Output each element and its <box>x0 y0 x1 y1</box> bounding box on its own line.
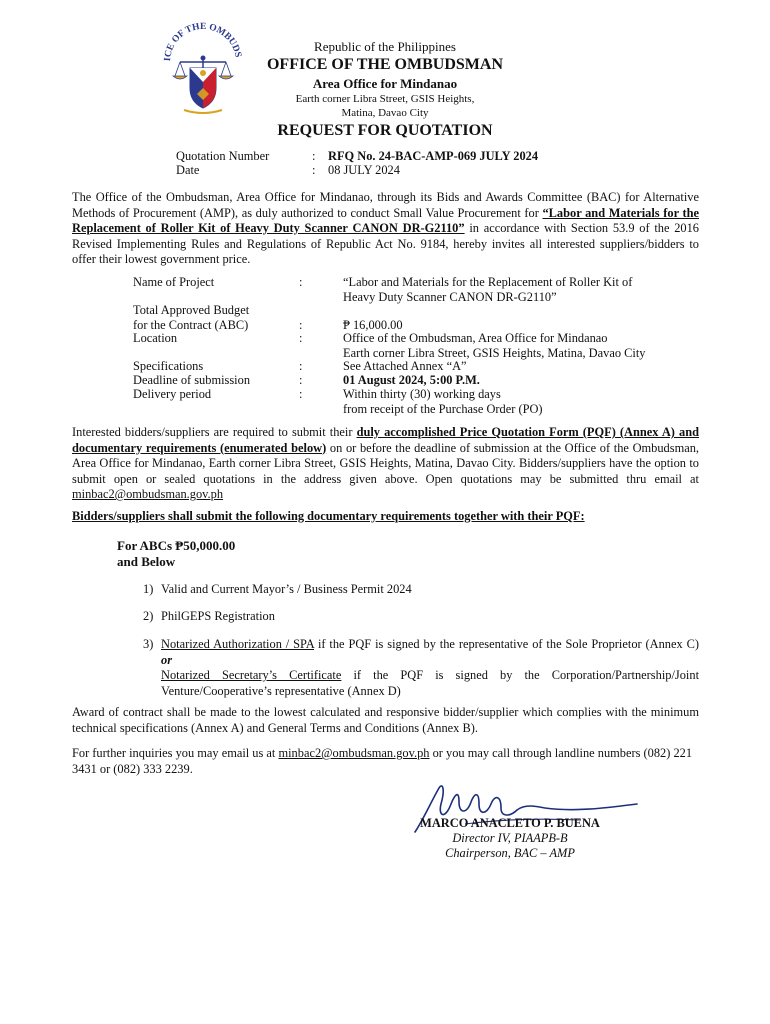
address-line-1: Earth corner Libra Street, GSIS Heights, <box>295 93 475 105</box>
requirement-text: Valid and Current Mayor’s / Business Permit 2024 <box>161 582 412 596</box>
signatory-name: MARCO ANACLETO P. BUENA <box>420 816 600 830</box>
detail-row-budget <box>133 303 703 333</box>
submission-emphasis: duly accomplished Price Quotation Form (PQF) (Annex A) and documentary requirements (enumerated below) <box>72 425 699 455</box>
submission-text: Interested bidders/suppliers are required to submit their <box>72 425 357 439</box>
abc-threshold <box>117 538 235 570</box>
detail-row-project <box>133 275 703 305</box>
email-link[interactable]: minbac2@ombudsman.gov.ph <box>72 487 224 501</box>
colon: : <box>312 149 316 163</box>
inquiry-text: For further inquiries you may email us at <box>72 746 279 760</box>
secretary-certificate: Notarized Secretary’s Certificate <box>161 668 342 682</box>
requirement-number: 1) <box>143 582 154 596</box>
address-line-2: Matina, Davao City <box>341 107 429 119</box>
requirement-number: 3) <box>143 637 154 651</box>
inquiry-email-link[interactable]: minbac2@ombudsman.gov.ph <box>278 746 430 760</box>
requirement-item <box>143 609 699 625</box>
abc-threshold-line-2: and Below <box>117 554 176 569</box>
requirement-item <box>143 637 699 697</box>
colon: : <box>299 359 303 373</box>
office-name: OFFICE OF THE OMBUDSMAN <box>266 56 503 73</box>
seal-logo <box>162 18 244 118</box>
detail-row-deadline <box>133 373 703 388</box>
quotation-number-label: Quotation Number <box>176 149 270 163</box>
budget-label: Total Approved Budget for the Contract (ABC) <box>133 303 250 332</box>
colon: : <box>299 275 303 289</box>
detail-row-location <box>133 331 703 361</box>
abc-threshold-line-1: For ABCs ₱50,000.00 <box>117 538 236 553</box>
detail-row-delivery <box>133 387 703 417</box>
signatory-position-1: Director IV, PIAAPB-B <box>452 831 568 845</box>
inquiry-paragraph <box>72 746 699 777</box>
signatory-position-2: Chairperson, BAC – AMP <box>445 846 575 860</box>
submission-paragraph <box>72 425 699 503</box>
intro-text-cont: in accordance with Section 53.9 of the 2016 Revised Implementing Rules and Regulations of Republic Act No. 9184, hereby invites all interested suppliers/bidders to offer their lowest government price. <box>72 221 699 266</box>
date-row <box>176 163 400 178</box>
intro-text: The Office of the Ombudsman, Area Office for Mindanao, through its Bids and Awards Committee (BAC) for Alternative Methods of Procurement (AMP), as duly authorized to conduct Small Value Procurement for <box>72 190 699 220</box>
project-name-label: Name of Project <box>133 275 215 289</box>
detail-row-specifications <box>133 359 703 374</box>
delivery-value: Within thirty (30) working days from receipt of the Purchase Order (PO) <box>343 387 543 416</box>
budget-value: ₱ 16,000.00 <box>343 317 403 332</box>
colon: : <box>299 373 303 387</box>
seal-arc-text: ICE OF THE OMBUDS <box>162 21 243 62</box>
colon: : <box>299 331 303 345</box>
project-name-value: “Labor and Materials for the Replacement of Roller Kit of Heavy Duty Scanner CANON DR-G2110” <box>343 275 633 304</box>
requirement-number: 2) <box>143 609 154 623</box>
signatory-block <box>380 816 640 861</box>
requirement-item <box>143 582 699 598</box>
requirement-text: Notarized Authorization / SPA if the PQF is signed by the representative of the Sole Proprietor (Annex C) or Notarized Secretary’s Certificate if the PQF is signed by the Corporation/Partnership/Joint Venture/Cooperative’s representative (Annex D) <box>161 637 700 698</box>
ombudsman-seal <box>162 18 244 118</box>
location-label: Location <box>133 331 178 345</box>
quotation-number-value: RFQ No. 24-BAC-AMP-069 JULY 2024 <box>328 149 539 163</box>
date-value: 08 JULY 2024 <box>328 163 400 177</box>
project-title-emphasis: “Labor and Materials for the Replacement of Roller Kit of Heavy Duty Scanner CANON DR-G2110” <box>72 205 699 235</box>
colon: : <box>299 317 303 332</box>
letterhead <box>250 38 520 120</box>
deadline-label: Deadline of submission <box>133 373 251 387</box>
requirements-heading: Bidders/suppliers shall submit the following documentary requirements together with their PQF: <box>72 509 585 523</box>
colon: : <box>299 387 303 401</box>
requirement-text: PhilGEPS Registration <box>161 609 275 623</box>
submission-text-cont: on or before the deadline of submission at the Office of the Ombudsman, Area Office for Mindanao, Earth corner Libra Street, GSIS Heights, Matina, Davao City. Bidders/suppliers have the option to submit open or sealed quotations in the address given above. Open quotations may be submitted thru email at <box>72 440 700 486</box>
or-emphasis: or <box>161 652 173 667</box>
award-paragraph: Award of contract shall be made to the lowest calculated and responsive bidder/supplier which complies with the minimum technical specifications (Annex A) and General Terms and Conditions (Annex B). <box>72 705 699 735</box>
specifications-label: Specifications <box>133 359 204 373</box>
delivery-label: Delivery period <box>133 387 212 401</box>
colon: : <box>312 163 316 177</box>
specifications-value: See Attached Annex “A” <box>343 359 467 373</box>
date-label: Date <box>176 163 200 177</box>
republic-line: Republic of the Philippines <box>314 39 456 54</box>
area-office: Area Office for Mindanao <box>312 76 458 91</box>
deadline-value: 01 August 2024, 5:00 P.M. <box>343 373 480 387</box>
document-title: REQUEST FOR QUOTATION <box>277 122 493 139</box>
notarized-authorization: Notarized Authorization / SPA <box>161 637 315 651</box>
quotation-number-row <box>176 149 538 164</box>
intro-paragraph <box>72 190 699 268</box>
location-value: Office of the Ombudsman, Area Office for Mindanao Earth corner Libra Street, GSIS Heights, Matina, Davao City <box>343 331 646 360</box>
inquiry-text-cont: or you may call through landline numbers (082) 221 3431 or (082) 333 2239. <box>72 746 693 776</box>
